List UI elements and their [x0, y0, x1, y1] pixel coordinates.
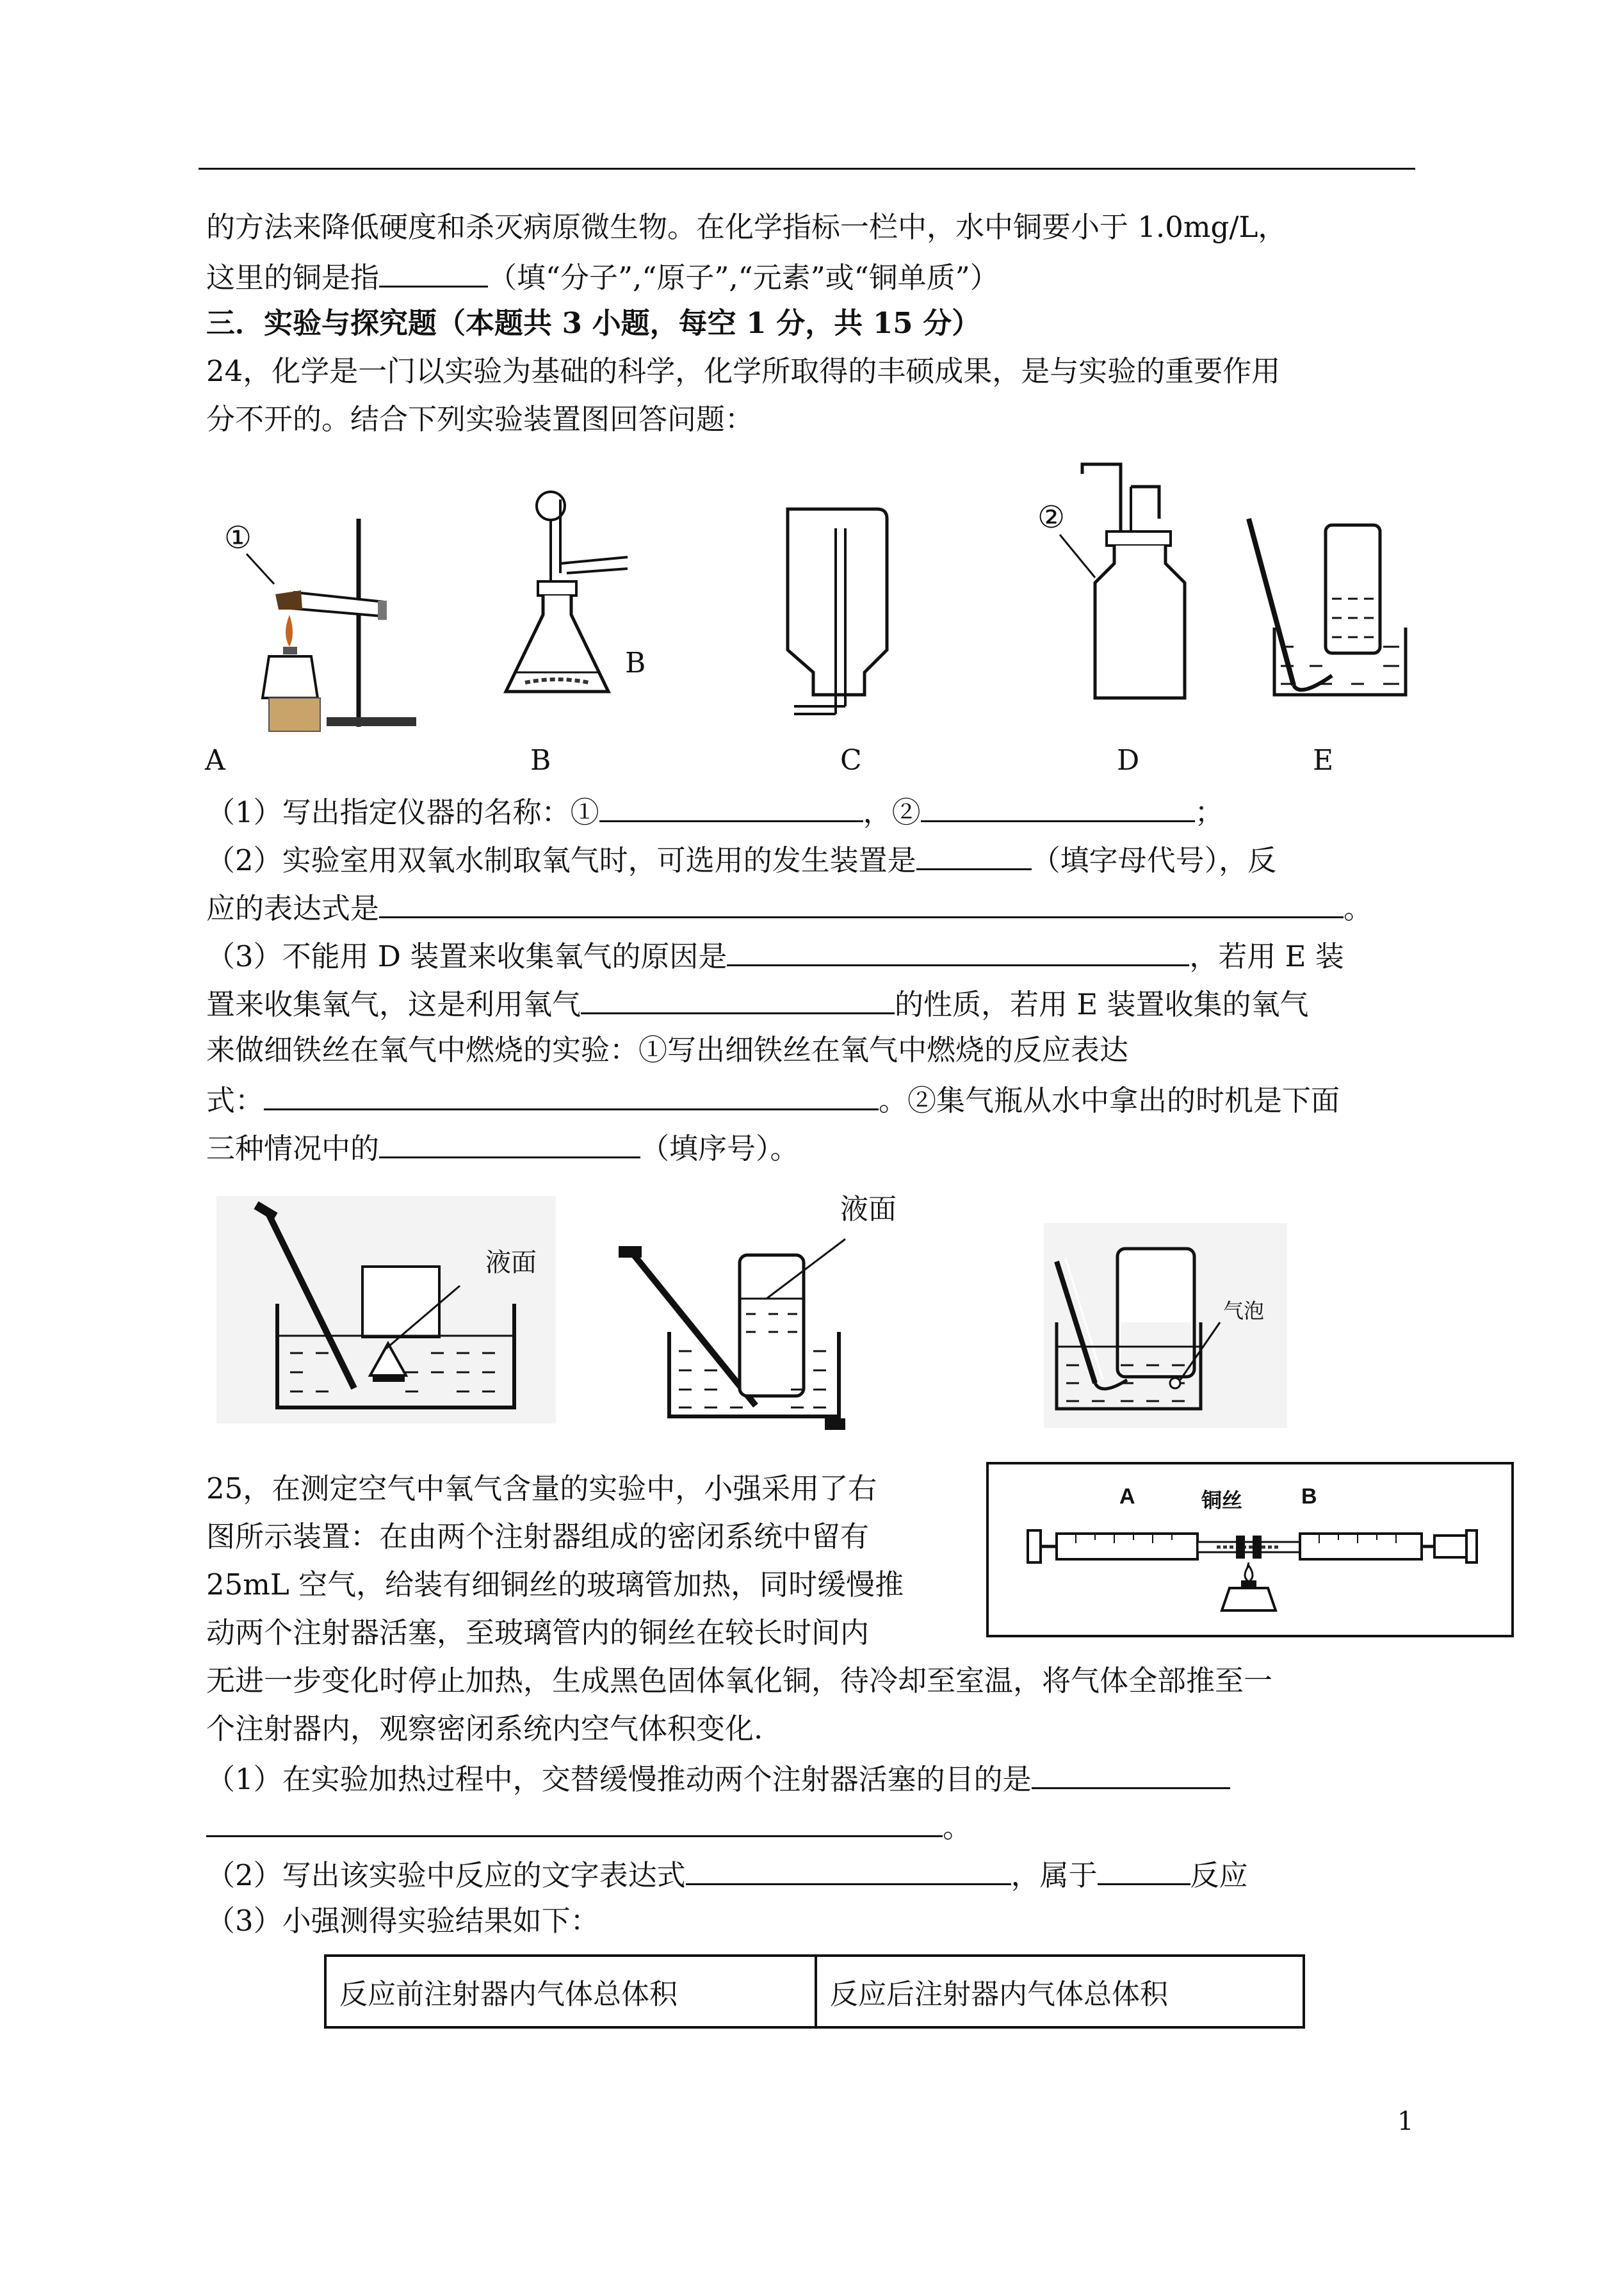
apparatus-b-diagram: [493, 487, 640, 704]
text-segment: ，属于: [1011, 1858, 1098, 1892]
q25-part-3: （3）小强测得实验结果如下：: [206, 1904, 599, 1938]
caption-d: D: [1117, 744, 1140, 777]
q24-part-3: 来做细铁丝在氧气中燃烧的实验：①写出细铁丝在氧气中燃烧的反应表达: [206, 1033, 1129, 1067]
results-table: [324, 1954, 1305, 2029]
text-segment: （1）写出指定仪器的名称：①: [206, 795, 599, 829]
text-segment: 置来收集氧气，这是利用氧气: [206, 987, 581, 1021]
q24-part-1: [206, 791, 1224, 832]
caption-c: C: [840, 744, 862, 777]
q25-part-1: [206, 1806, 971, 1847]
caption-e: E: [1313, 744, 1334, 777]
text-segment: （2）写出该实验中反应的文字表达式: [206, 1858, 686, 1892]
q24-part-3: [206, 935, 1344, 976]
answer-blank[interactable]: [599, 791, 863, 822]
text-segment: 的性质，若用 E 装置收集的氧气: [895, 987, 1309, 1021]
answer-blank[interactable]: [727, 935, 1189, 966]
text-segment: 。②集气瓶从水中拿出的时机是下面: [879, 1083, 1340, 1117]
text-segment: （1）在实验加热过程中，交替缓慢推动两个注射器活塞的目的是: [206, 1762, 1032, 1796]
label-liquid-surface-2: 液面: [840, 1193, 897, 1226]
q24-part-3: [206, 1079, 1340, 1120]
answer-blank[interactable]: [581, 983, 895, 1014]
text-line: 的方法来降低硬度和杀灭病原微生物。在化学指标一栏中，水中铜要小于 1.0mg/L，: [206, 210, 1287, 244]
answer-blank[interactable]: [379, 256, 488, 288]
answer-blank[interactable]: [921, 791, 1195, 822]
answer-blank[interactable]: [206, 1806, 943, 1837]
text-segment: （2）实验室用双氧水制取氧气时，可选用的发生装置是: [206, 843, 916, 877]
situation-2-diagram: [615, 1236, 865, 1441]
text-segment: 应的表达式是: [206, 891, 380, 925]
label-liquid-surface-1: 液面: [485, 1248, 537, 1277]
question-25-text: 图所示装置：在由两个注射器组成的密闭系统中留有: [206, 1520, 870, 1553]
situation-3-diagram: [1044, 1223, 1287, 1428]
label-circle-1: ①: [224, 520, 252, 556]
text-segment: 三种情况中的: [206, 1131, 380, 1165]
text-segment: 。: [943, 1810, 972, 1844]
q25-part-2: [206, 1854, 1248, 1895]
label-syringe-b: B: [1301, 1484, 1317, 1509]
text-segment: （3）不能用 D 装置来收集氧气的原因是: [206, 939, 727, 973]
q24-part-3: [206, 983, 1308, 1024]
apparatus-c-diagram: [768, 503, 909, 720]
answer-blank[interactable]: [686, 1854, 1011, 1885]
text-segment: （填序号）。: [640, 1131, 799, 1165]
answer-blank[interactable]: [916, 839, 1032, 870]
table-row: [325, 1956, 1304, 2027]
answer-blank[interactable]: [1098, 1854, 1190, 1885]
apparatus-e-diagram: [1236, 512, 1415, 704]
label-syringe-a: A: [1119, 1484, 1135, 1509]
situation-1-diagram: [216, 1196, 556, 1423]
text-line: [206, 256, 999, 297]
text-segment: ，②: [863, 795, 921, 829]
section-heading: 三．实验与探究题（本题共 3 小题，每空 1 分，共 15 分）: [206, 306, 981, 340]
question-24-intro: 分不开的。结合下列实验装置图回答问题：: [206, 402, 754, 436]
text-segment: （填字母代号），反: [1031, 843, 1277, 877]
header-rule: [199, 168, 1415, 170]
pointer-line: [243, 551, 282, 589]
label-b-side: B: [625, 647, 646, 679]
answer-blank[interactable]: [379, 1127, 640, 1158]
table-header-cell: 反应前注射器内气体总体积: [325, 1956, 816, 2027]
q24-part-2: [206, 887, 1372, 928]
text-segment: （填“分子”,“原子”,“元素”或“铜单质”）: [488, 261, 999, 295]
q24-part-3: [206, 1127, 799, 1168]
pointer-line: [1057, 531, 1101, 583]
answer-blank[interactable]: [1032, 1758, 1230, 1789]
question-25-text: 个注射器内，观察密闭系统内空气体积变化.: [206, 1712, 763, 1746]
caption-a: A: [205, 744, 225, 777]
page-number: 1: [1397, 2107, 1414, 2136]
label-circle-2: ②: [1037, 499, 1066, 535]
text-segment: ，若用 E 装: [1189, 939, 1344, 973]
syringe-apparatus-diagram: [1025, 1518, 1486, 1620]
q24-part-2: [206, 839, 1276, 880]
question-25-text: 25，在测定空气中氧气含量的实验中，小强采用了右: [206, 1472, 877, 1505]
question-25-text: 无进一步变化时停止加热，生成黑色固体氧化铜，待冷却至室温，将气体全部推至一: [206, 1664, 1273, 1698]
label-bubble: 气泡: [1223, 1299, 1265, 1323]
text-segment: ；: [1194, 795, 1224, 829]
answer-blank[interactable]: [379, 887, 1344, 918]
question-24-intro: 24，化学是一门以实验为基础的科学，化学所取得的丰硕成果，是与实验的重要作用: [206, 354, 1281, 388]
question-25-text: 25mL 空气，给装有细铜丝的玻璃管加热，同时缓慢推: [206, 1568, 904, 1602]
answer-blank[interactable]: [264, 1079, 879, 1110]
text-segment: 这里的铜是指: [206, 261, 380, 295]
text-segment: 反应: [1190, 1858, 1248, 1892]
table-header-cell: 反应后注射器内气体总体积: [816, 1956, 1304, 2027]
question-25-text: 动两个注射器活塞，至玻璃管内的铜丝在较长时间内: [206, 1616, 870, 1650]
q25-part-1: [206, 1758, 1230, 1799]
label-copper-wire: 铜丝: [1201, 1488, 1243, 1512]
apparatus-d-diagram: [1069, 461, 1198, 717]
text-segment: 式：: [206, 1083, 264, 1117]
caption-b: B: [530, 744, 551, 777]
text-segment: 。: [1344, 891, 1373, 925]
